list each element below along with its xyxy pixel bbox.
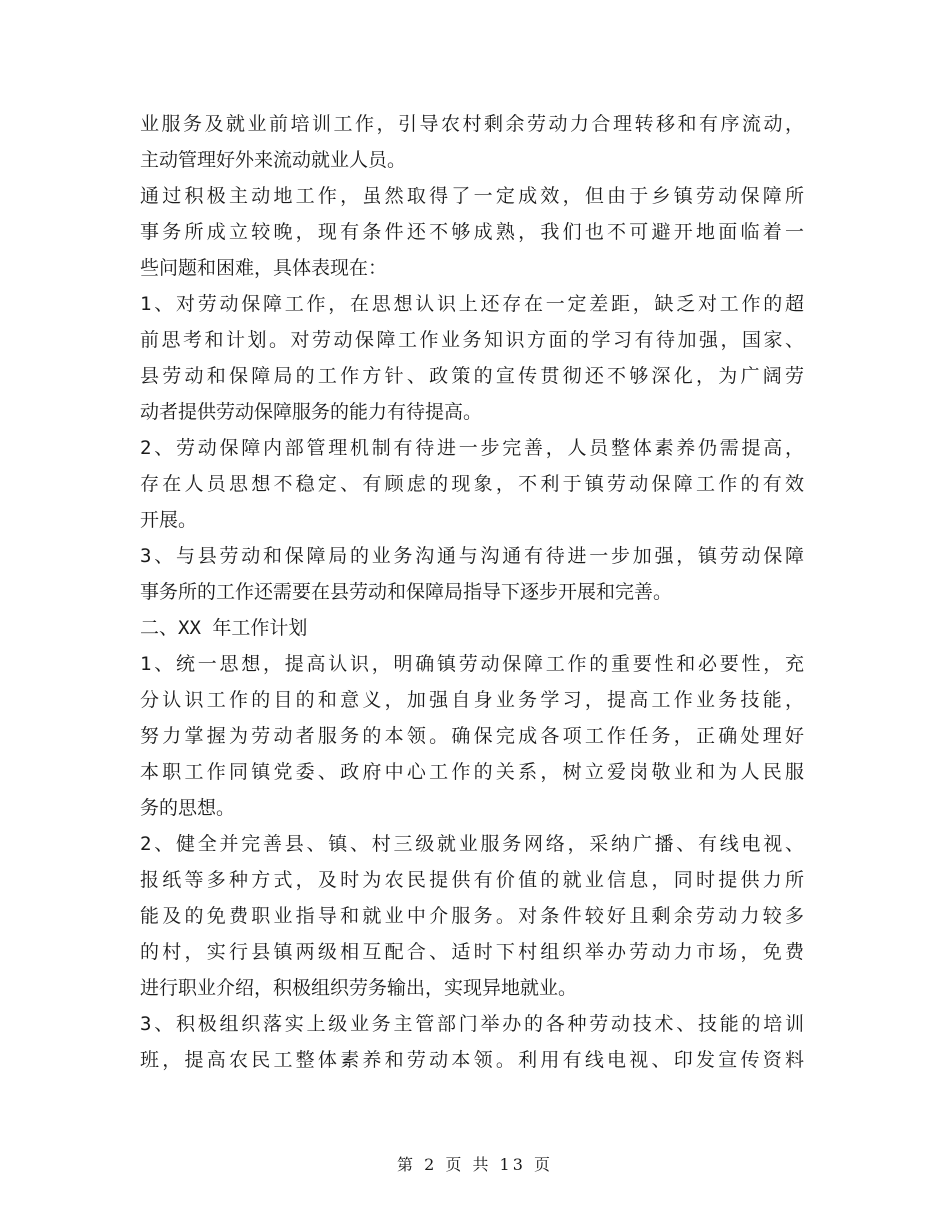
text-line: 1、统一思想，提高认识，明确镇劳动保障工作的重要性和必要性，充 (140, 653, 804, 675)
text-line: 能及的免费职业指导和就业中介服务。对条件较好且剩余劳动力较多 (140, 905, 804, 927)
text-line: 动者提供劳动保障服务的能力有待提高。 (140, 401, 483, 423)
section-heading: 二、XX 年工作计划 (140, 617, 308, 639)
text-line: 1、对劳动保障工作，在思想认识上还存在一定差距，缺乏对工作的超 (140, 293, 804, 315)
text-line: 县劳动和保障局的工作方针、政策的宣传贯彻还不够深化，为广阔劳 (140, 365, 804, 387)
text-line: 开展。 (140, 509, 198, 531)
text-line: 务的思想。 (140, 797, 236, 819)
text-line: 主动管理好外来流动就业人员。 (140, 149, 407, 171)
text-line: 本职工作同镇党委、政府中心工作的关系，树立爱岗敬业和为人民服 (140, 761, 804, 783)
text-line: 前思考和计划。对劳动保障工作业务知识方面的学习有待加强，国家、 (140, 329, 804, 351)
page-number-footer: 第 2 页 共 13 页 (397, 1155, 553, 1174)
text-line: 报纸等多种方式，及时为农民提供有价值的就业信息，同时提供力所 (140, 869, 804, 891)
text-line: 2、劳动保障内部管理机制有待进一步完善，人员整体素养仍需提高， (140, 437, 804, 459)
text-line: 事务所成立较晚，现有条件还不够成熟，我们也不可避开地面临着一 (140, 221, 804, 243)
text-line: 3、积极组织落实上级业务主管部门举办的各种劳动技术、技能的培训 (140, 1013, 804, 1035)
text-line: 的村，实行县镇两级相互配合、适时下村组织举办劳动力市场，免费 (140, 941, 804, 963)
text-line: 事务所的工作还需要在县劳动和保障局指导下逐步开展和完善。 (140, 581, 673, 603)
text-line: 分认识工作的目的和意义，加强自身业务学习，提高工作业务技能， (140, 689, 804, 711)
text-line: 2、健全并完善县、镇、村三级就业服务网络，采纳广播、有线电视、 (140, 833, 804, 855)
text-line: 业服务及就业前培训工作，引导农村剩余劳动力合理转移和有序流动， (140, 113, 804, 135)
text-line: 班，提高农民工整体素养和劳动本领。利用有线电视、印发宣传资料 (140, 1049, 804, 1071)
text-line: 些问题和困难，具体表现在： (140, 257, 388, 279)
text-line: 通过积极主动地工作，虽然取得了一定成效，但由于乡镇劳动保障所 (140, 185, 804, 207)
text-line: 努力掌握为劳动者服务的本领。确保完成各项工作任务，正确处理好 (140, 725, 804, 747)
text-line: 3、与县劳动和保障局的业务沟通与沟通有待进一步加强，镇劳动保障 (140, 545, 804, 567)
text-line: 存在人员思想不稳定、有顾虑的现象，不利于镇劳动保障工作的有效 (140, 473, 804, 495)
text-line: 进行职业介绍，积极组织劳务输出，实现异地就业。 (140, 977, 578, 999)
document-body (140, 106, 804, 1078)
